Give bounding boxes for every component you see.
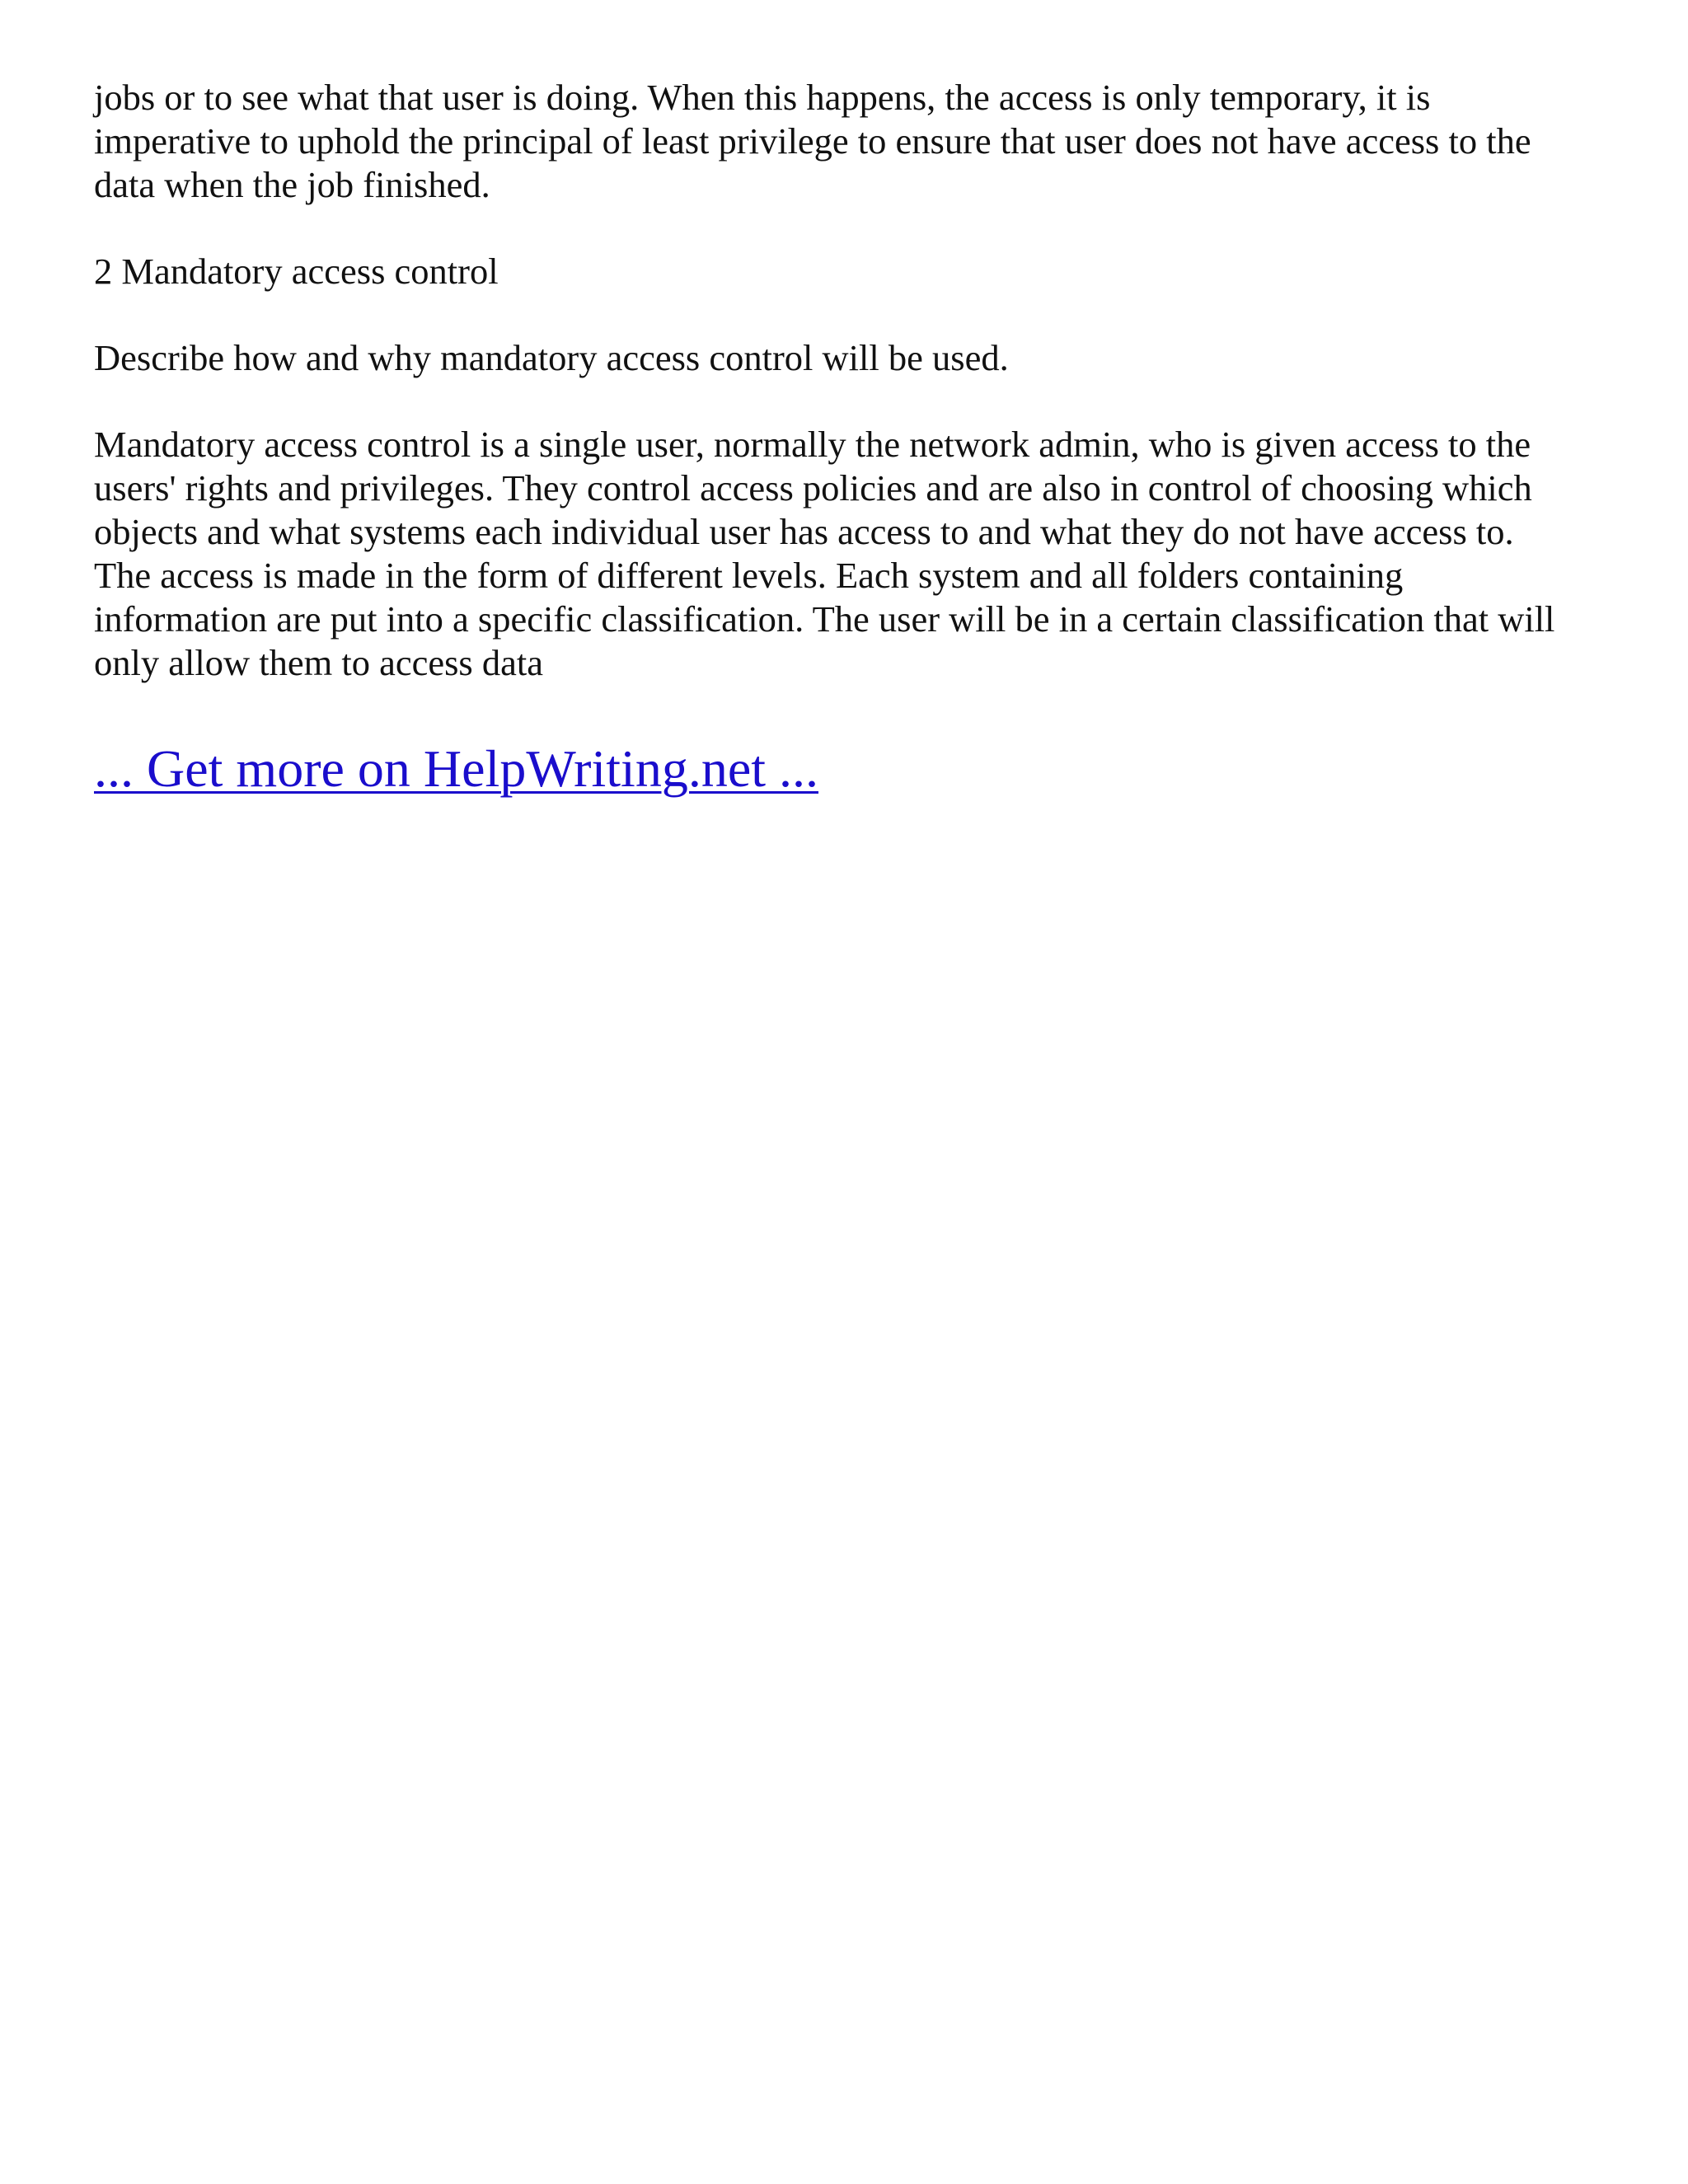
question-text: Describe how and why mandatory access control will be used. (94, 337, 1009, 378)
paragraph-line: users' rights and privileges. They control access policies and are also in control of choosing which (94, 467, 1532, 509)
get-more-link[interactable]: ... Get more on HelpWriting.net ... (94, 739, 818, 798)
paragraph-line: Mandatory access control is a single user, normally the network admin, who is given access to the (94, 424, 1531, 465)
paragraph-line: data when the job finished. (94, 164, 490, 205)
paragraph-line: only allow them to access data (94, 642, 543, 683)
question-paragraph (94, 336, 1602, 380)
document-page (94, 76, 1602, 800)
section-heading (94, 250, 1602, 293)
paragraph-line: information are put into a specific classification. The user will be in a certain classification that will (94, 598, 1555, 640)
intro-paragraph (94, 76, 1602, 207)
section-heading-text: 2 Mandatory access control (94, 251, 499, 292)
paragraph-line: objects and what systems each individual user has access to and what they do not have access to. (94, 511, 1514, 552)
paragraph-line: jobs or to see what that user is doing. When this happens, the access is only temporary, it is (94, 77, 1431, 118)
paragraph-line: imperative to uphold the principal of least privilege to ensure that user does not have access to the (94, 120, 1531, 162)
answer-paragraph (94, 423, 1602, 685)
paragraph-line: The access is made in the form of different levels. Each system and all folders containing (94, 555, 1404, 596)
